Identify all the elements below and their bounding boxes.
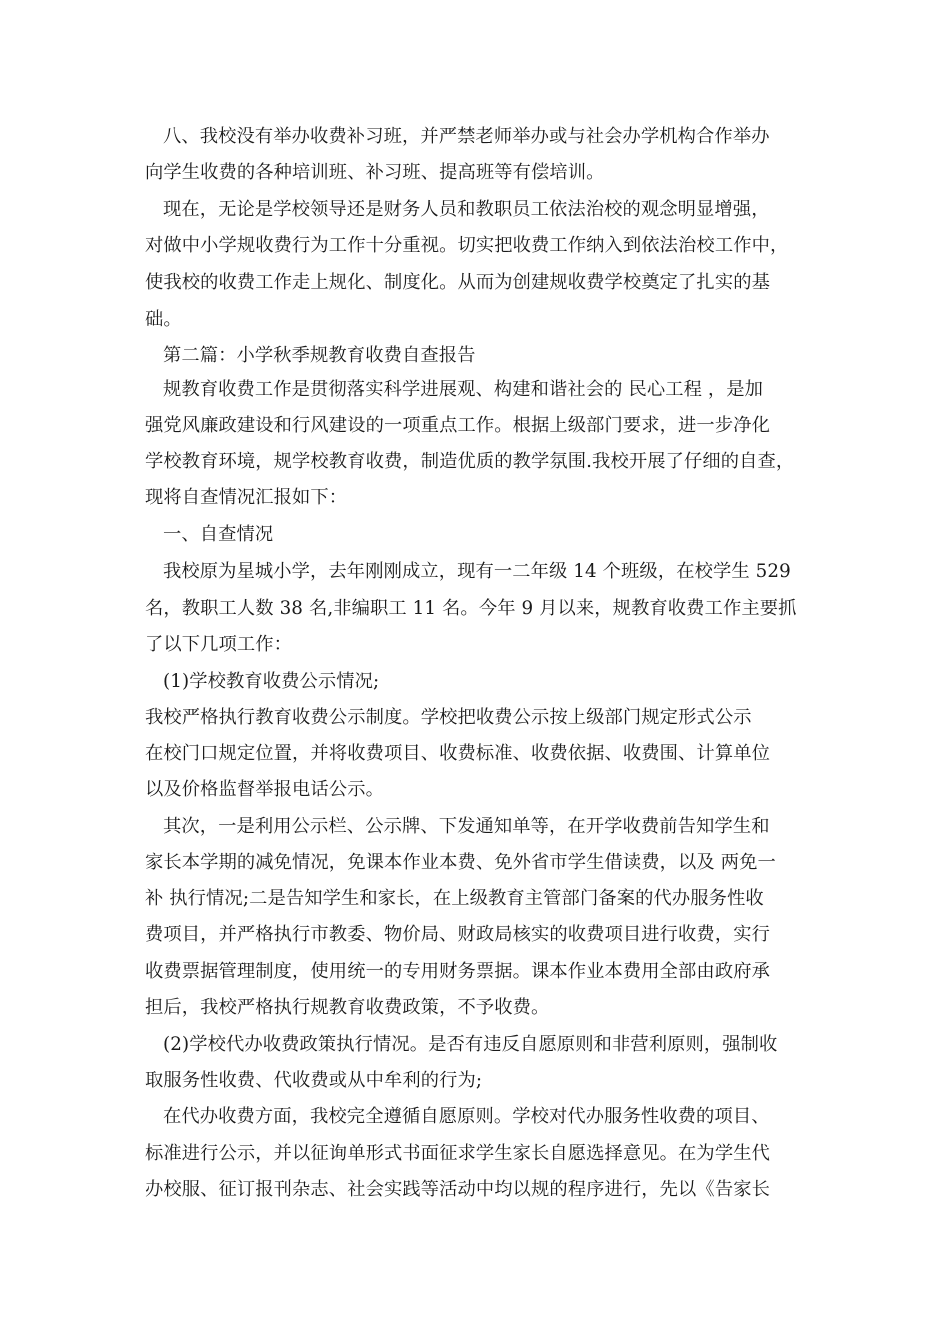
text-line: 础。 (145, 309, 182, 330)
subsection-heading: 一、自查情况 (163, 524, 274, 545)
text-line: 补 执行情况;二是告知学生和家长，在上级教育主管部门备案的代办服务性收 (145, 888, 764, 909)
section-heading: 第二篇：小学秋季规教育收费自查报告 (163, 345, 476, 366)
text-line: 标准进行公示，并以征询单形式书面征求学生家长自愿选择意见。在为学生代 (145, 1143, 770, 1164)
text-line: 八、我校没有举办收费补习班，并严禁老师举办或与社会办学机构合作举办 (163, 126, 770, 147)
text-line: 担后，我校严格执行规教育收费政策，不予收费。 (145, 997, 550, 1018)
text-line: 向学生收费的各种培训班、补习班、提高班等有偿培训。 (145, 162, 605, 183)
text-line: 家长本学期的减免情况，免课本作业本费、免外省市学生借读费，以及 两免一 (145, 852, 776, 873)
text-line: 了以下几项工作： (145, 634, 293, 655)
text-line: 强党风廉政建设和行风建设的一项重点工作。根据上级部门要求，进一步净化 (145, 415, 770, 436)
text-line: 办校服、征订报刊杂志、社会实践等活动中均以规的程序进行，先以《告家长 (145, 1179, 770, 1200)
text-line: 使我校的收费工作走上规化、制度化。从而为创建规收费学校奠定了扎实的基 (145, 272, 770, 293)
text-line: 其次，一是利用公示栏、公示牌、下发通知单等，在开学收费前告知学生和 (163, 816, 770, 837)
text-line: 名，教职工人数 38 名,非编职工 11 名。今年 9 月以来，规教育收费工作主要抓 (145, 598, 797, 619)
text-line: 以及价格监督举报电话公示。 (145, 779, 384, 800)
text-line: 对做中小学规收费行为工作十分重视。切实把收费工作纳入到依法治校工作中， (145, 235, 789, 256)
text-line: 收费票据管理制度，使用统一的专用财务票据。课本作业本费用全部由政府承 (145, 961, 770, 982)
text-line: 学校教育环境，规学校教育收费，制造优质的教学氛围.我校开展了仔细的自查， (145, 451, 795, 472)
text-line: 在代办收费方面，我校完全遵循自愿原则。学校对代办服务性收费的项目、 (163, 1106, 770, 1127)
text-line: 现将自查情况汇报如下： (145, 487, 348, 508)
text-line: 在校门口规定位置，并将收费项目、收费标准、收费依据、收费围、计算单位 (145, 743, 770, 764)
text-line: (1)学校教育收费公示情况; (163, 671, 380, 692)
text-line: 现在，无论是学校领导还是财务人员和教职员工依法治校的观念明显增强， (163, 199, 770, 220)
text-line: 取服务性收费、代收费或从中牟利的行为; (145, 1070, 483, 1091)
text-line: 我校原为星城小学，去年刚刚成立，现有一二年级 14 个班级，在校学生 529 (163, 561, 791, 582)
text-line: 我校严格执行教育收费公示制度。学校把收费公示按上级部门规定形式公示 (145, 707, 752, 728)
text-line: 费项目，并严格执行市教委、物价局、财政局核实的收费项目进行收费，实行 (145, 924, 770, 945)
text-line: 规教育收费工作是贯彻落实科学进展观、构建和谐社会的 民心工程 ，是加 (163, 379, 764, 400)
text-line: (2)学校代办收费政策执行情况。是否有违反自愿原则和非营利原则，强制收 (163, 1034, 778, 1055)
